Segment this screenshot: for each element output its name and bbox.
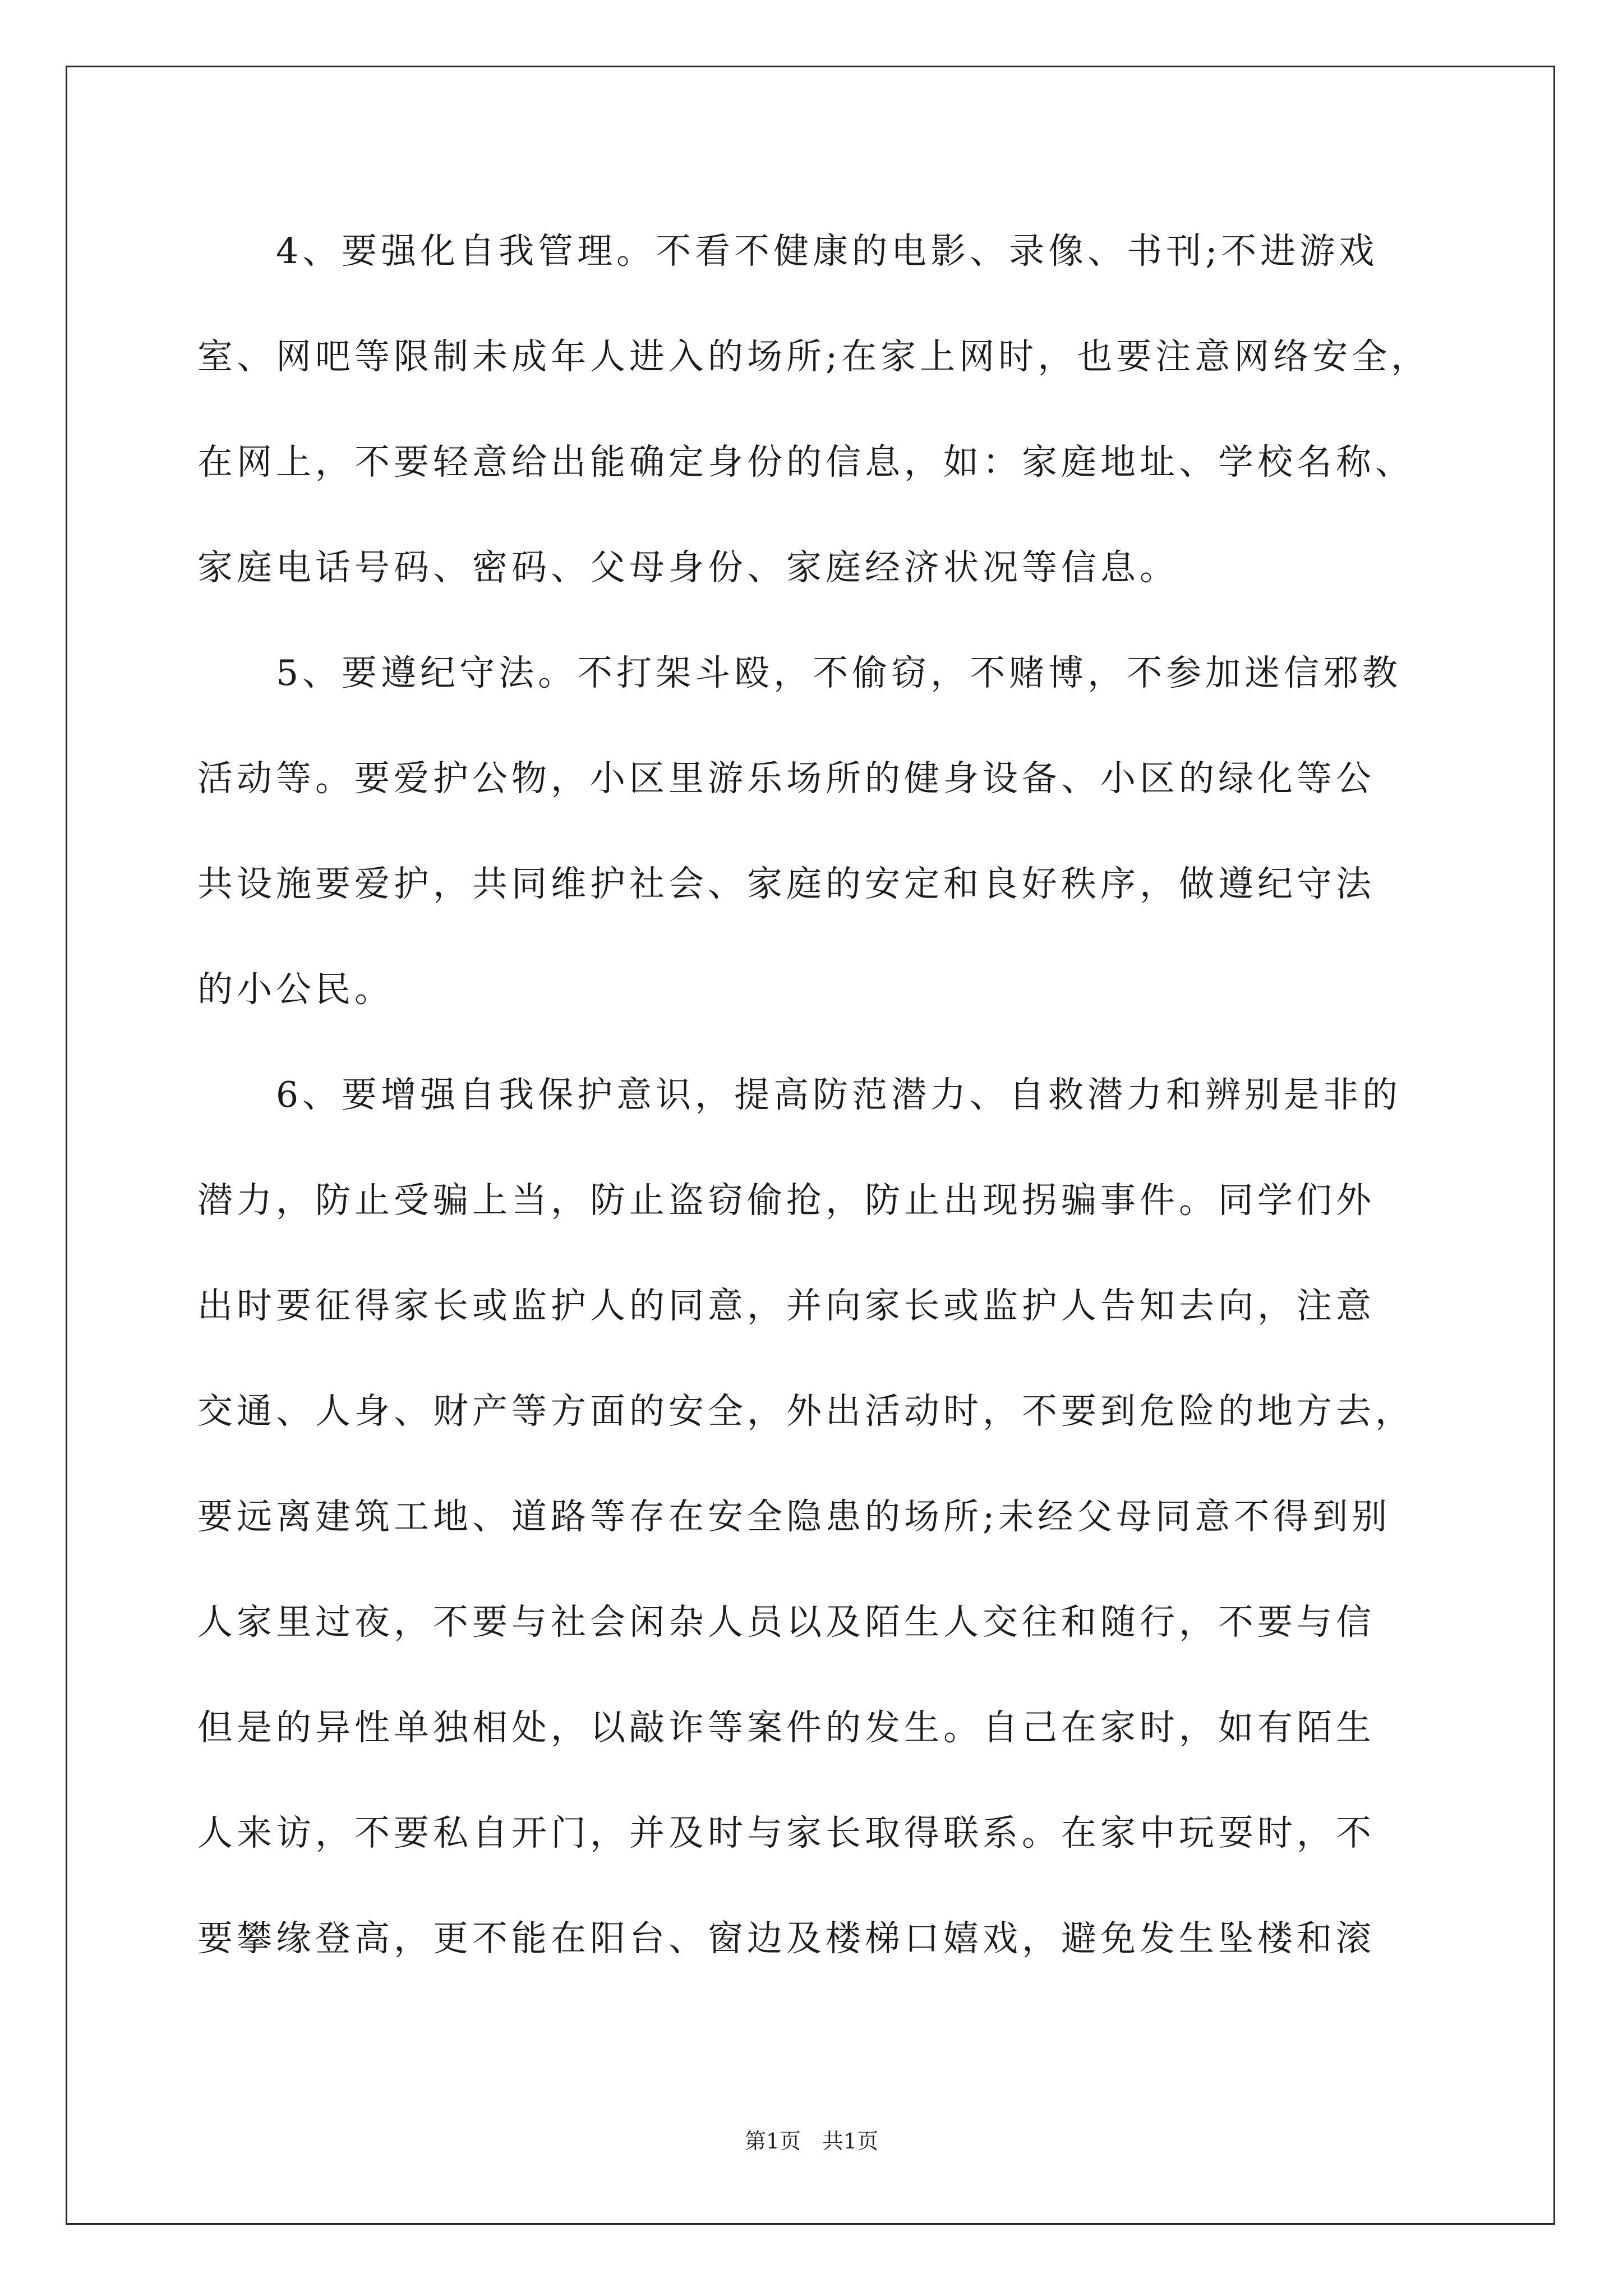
paragraph-6-line-8: 人来访，不要私自开门，并及时与家长取得联系。在家中玩耍时，不: [197, 1812, 1375, 1853]
paragraph-5-line-3: 共设施要爱护，共同维护社会、家庭的安定和良好秩序，做遵纪守法: [197, 863, 1375, 904]
paragraph-4-line-2: 室、网吧等限制未成年人进入的场所;在家上网时，也要注意网络安全，: [197, 336, 1431, 377]
paragraph-4-line-3: 在网上，不要轻意给出能确定身份的信息，如：家庭地址、学校名称、: [197, 441, 1414, 482]
paragraph-6-line-9: 要攀缘登高，更不能在阳台、窗边及楼梯口嬉戏，避免发生坠楼和滚: [197, 1918, 1375, 1959]
paragraph-6-line-4: 交通、人身、财产等方面的安全，外出活动时，不要到危险的地方去，: [197, 1391, 1414, 1432]
paragraph-6-line-1: 6、要增强自我保护意识，提高防范潜力、自救潜力和辨别是非的: [276, 1074, 1402, 1115]
paragraph-4-line-4: 家庭电话号码、密码、父母身份、家庭经济状况等信息。: [197, 547, 1179, 588]
page-number-footer: 第1页 共1页: [744, 2129, 879, 2154]
paragraph-5-line-2: 活动等。要爱护公物，小区里游乐场所的健身设备、小区的绿化等公: [197, 758, 1375, 799]
paragraph-6-line-2: 潜力，防止受骗上当，防止盗窃偷抢，防止出现拐骗事件。同学们外: [197, 1180, 1375, 1221]
paragraph-6-line-6: 人家里过夜，不要与社会闲杂人员以及陌生人交往和随行，不要与信: [197, 1602, 1375, 1642]
paragraph-6-line-5: 要远离建筑工地、道路等存在安全隐患的场所;未经父母同意不得到别: [197, 1496, 1391, 1537]
paragraph-5-line-4: 的小公民。: [197, 969, 394, 1010]
paragraph-5-line-1: 5、要遵纪守法。不打架斗殴，不偷窃，不赌博，不参加迷信邪教: [276, 652, 1402, 693]
document-body: [197, 222, 1487, 2014]
paragraph-6-line-7: 但是的异性单独相处，以敲诈等案件的发生。自己在家时，如有陌生: [197, 1707, 1375, 1748]
paragraph-6-line-3: 出时要征得家长或监护人的同意，并向家长或监护人告知去向，注意: [197, 1285, 1375, 1326]
paragraph-4-line-1: 4、要强化自我管理。不看不健康的电影、录像、书刊;不进游戏: [276, 231, 1378, 272]
